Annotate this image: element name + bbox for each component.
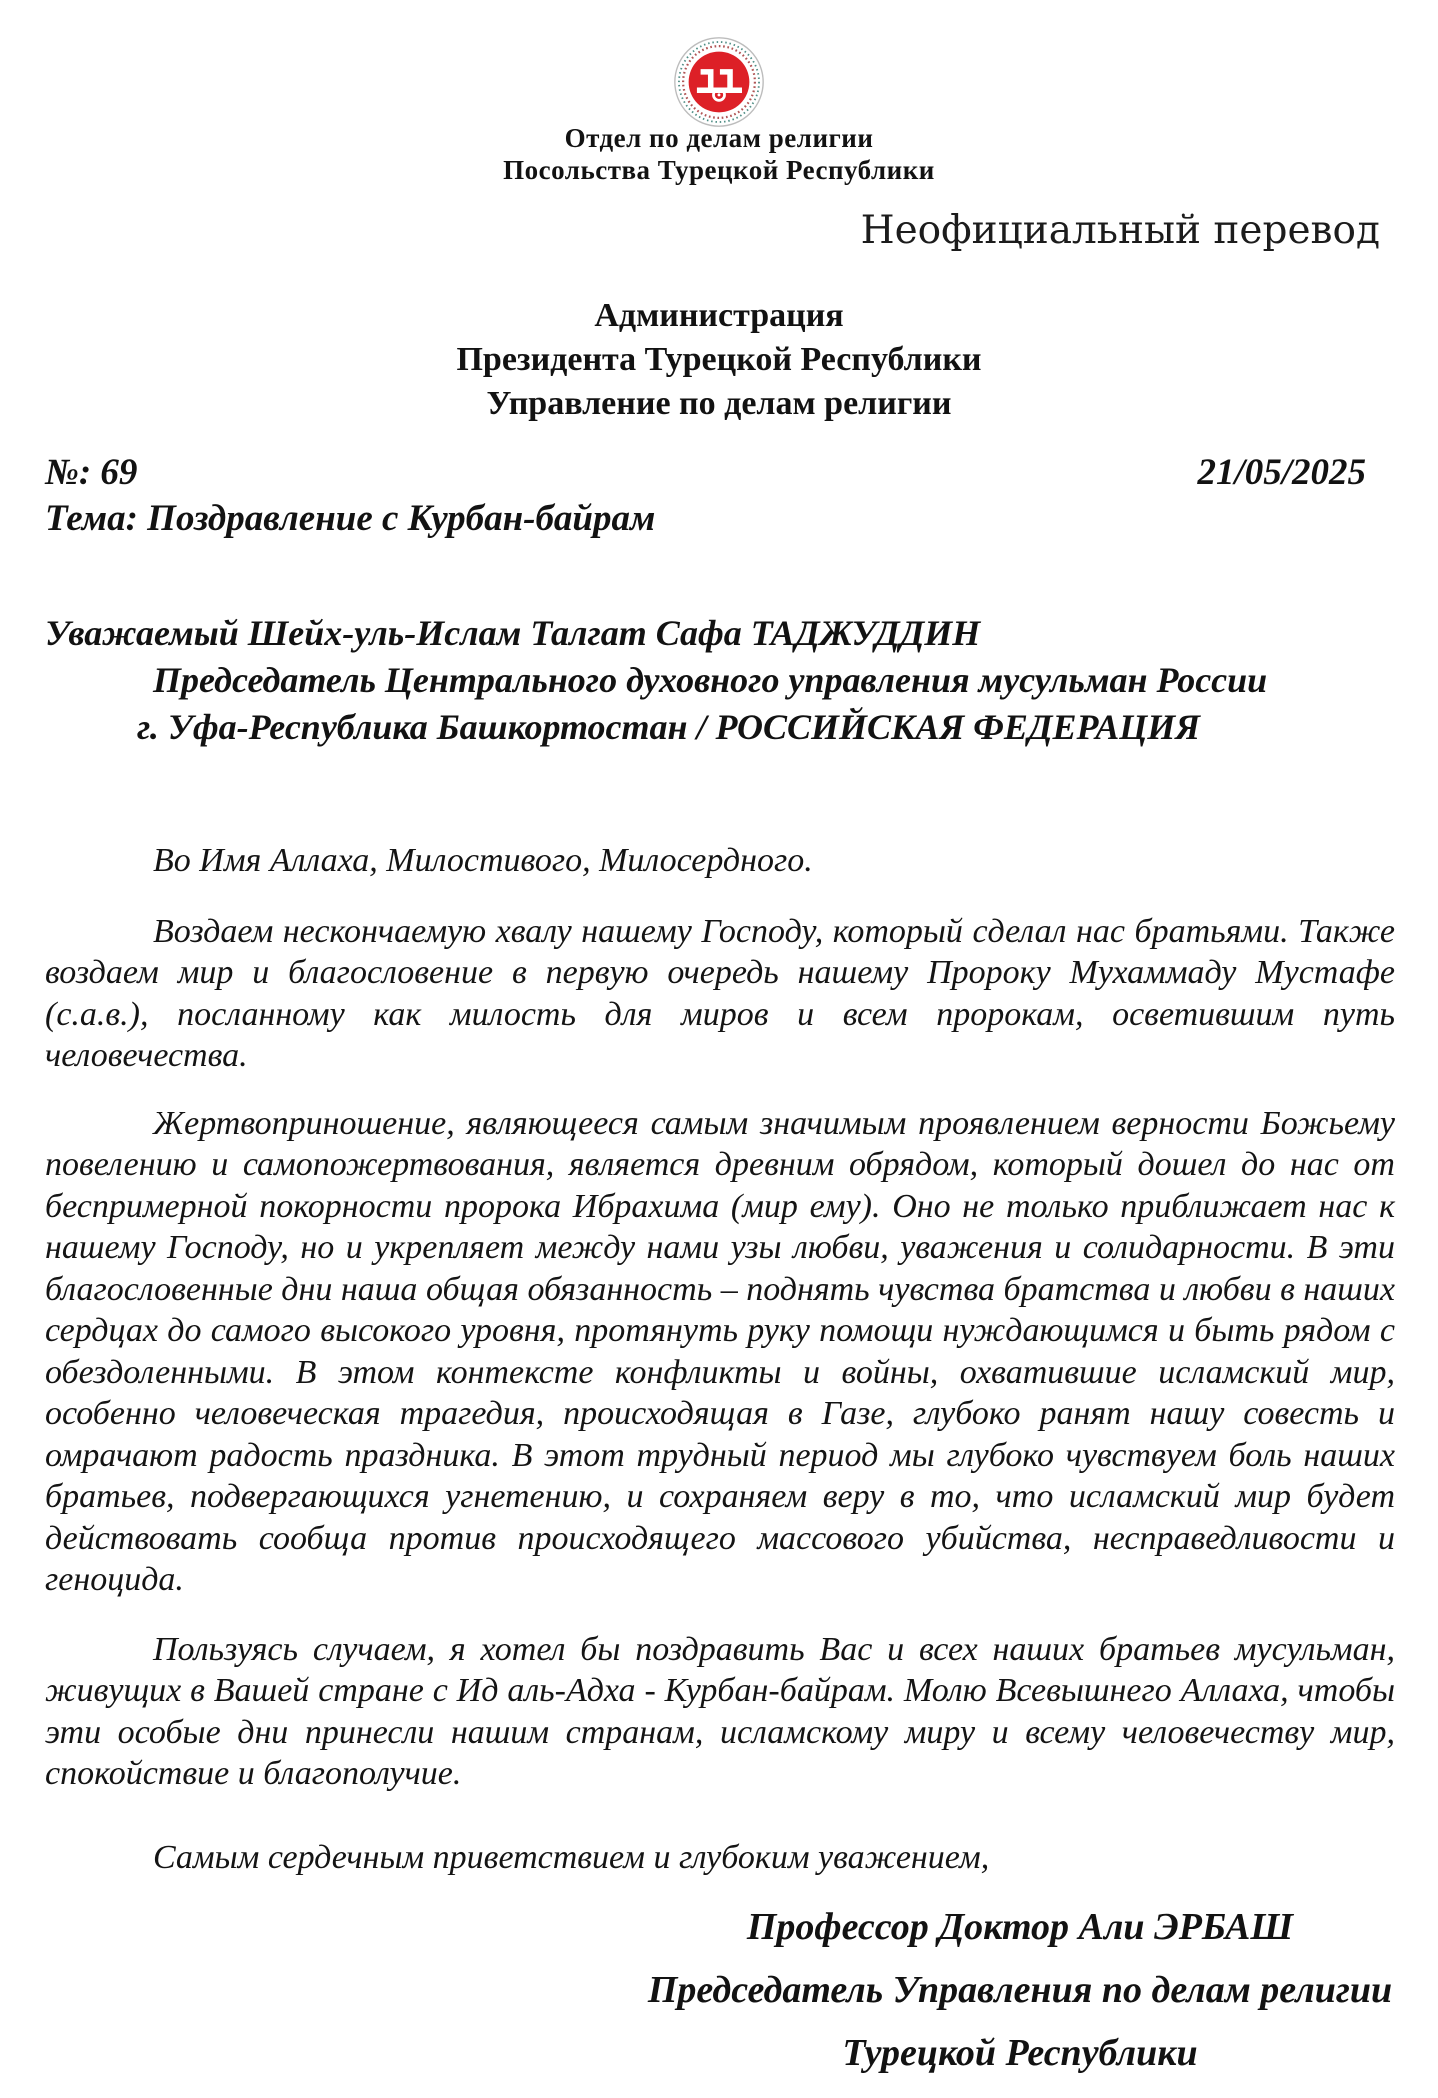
sender-title-line3: Управление по делам религии (486, 385, 952, 422)
reference-number: №: 69 (45, 452, 138, 493)
diyanet-seal-icon (673, 36, 765, 128)
closing-salutation: Самым сердечным приветствием и глубоким уважением, (153, 1838, 990, 1876)
org-name-line1: Отдел по делам религии (564, 123, 874, 153)
sender-title-block (0, 294, 1438, 426)
letter-body (45, 840, 1395, 1878)
addressee-title: Председатель Центрального духовного управления мусульман России (153, 660, 1268, 700)
letterhead-org (0, 122, 1438, 186)
signatory-title-line2: Турецкой Республики (842, 2032, 1198, 2074)
seal-glyph-dot (718, 93, 721, 96)
signatory-title-line1: Председатель Управления по делам религии (647, 1969, 1393, 2011)
sender-title-line2: Президента Турецкой Республики (456, 341, 982, 378)
org-name-line2: Посольства Турецкой Республики (503, 155, 935, 185)
reference-row (45, 452, 1366, 494)
sender-title-line1: Администрация (594, 297, 844, 334)
addressee-location: г. Уфа-Республика Башкортостан / РОССИЙСКАЯ ФЕДЕРАЦИЯ (137, 707, 1201, 747)
signatory-name: Профессор Доктор Али ЭРБАШ (746, 1906, 1294, 1948)
addressee-block (45, 610, 1393, 751)
body-paragraph: Пользуясь случаем, я хотел бы поздравить Вас и всех наших братьев мусульман, живущих в Вашей стране с Ид аль-Адха - Курбан-байрам. Молю Всевышнего Аллаха, чтобы эти особые дни принесли нашим странам, исламскому миру и всему человечеству мир, спокойствие и благополучие. (45, 1630, 1395, 1792)
embassy-seal (673, 36, 765, 128)
letter-date: 21/05/2025 (1197, 452, 1366, 493)
translation-note: Неофициальный перевод (860, 208, 1380, 253)
signature-block (590, 1896, 1438, 2085)
basmala-line: Во Имя Аллаха, Милостивого, Милосердного. (153, 842, 813, 879)
body-paragraph: Воздаем нескончаемую хвалу нашему Господу, который сделал нас братьями. Также воздаем мир и благословение в первую очередь нашему Пророку Мухаммаду Мустафе (с.а.в.), посланному как милость для миров и всем пророкам, осветившим путь человечества. (45, 912, 1395, 1074)
addressee-name: Уважаемый Шейх-уль-Ислам Талгат Сафа ТАДЖУДДИН (45, 613, 981, 653)
body-paragraph: Жертвоприношение, являющееся самым значимым проявлением верности Божьему повелению и самопожертвования, является древним обрядом, который дошел до нас от беспримерной покорности пророка Ибрахима (мир ему). Оно не только приближает нас к нашему Господу, но и укрепляет между нами узы любви, уважения и солидарности. В эти благословенные дни наша общая обязанность – поднять чувства братства и любви в наших сердцах до самого высокого уровня, протянуть руку помощи нуждающимся и быть рядом с обездоленными. В этом контексте конфликты и войны, охватившие исламский мир, особенно человеческая трагедия, происходящая в Газе, глубоко ранят нашу совесть и омрачают радость праздника. В этот трудный период мы глубоко чувствуем боль наших братьев, подвергающихся угнетению, и сохраняем веру в то, что исламский мир будет действовать сообща против происходящего массового убийства, несправедливости и геноцида. (45, 1104, 1395, 1598)
seal-red-disc (689, 52, 750, 113)
subject-line: Тема: Поздравление с Курбан-байрам (45, 498, 656, 539)
